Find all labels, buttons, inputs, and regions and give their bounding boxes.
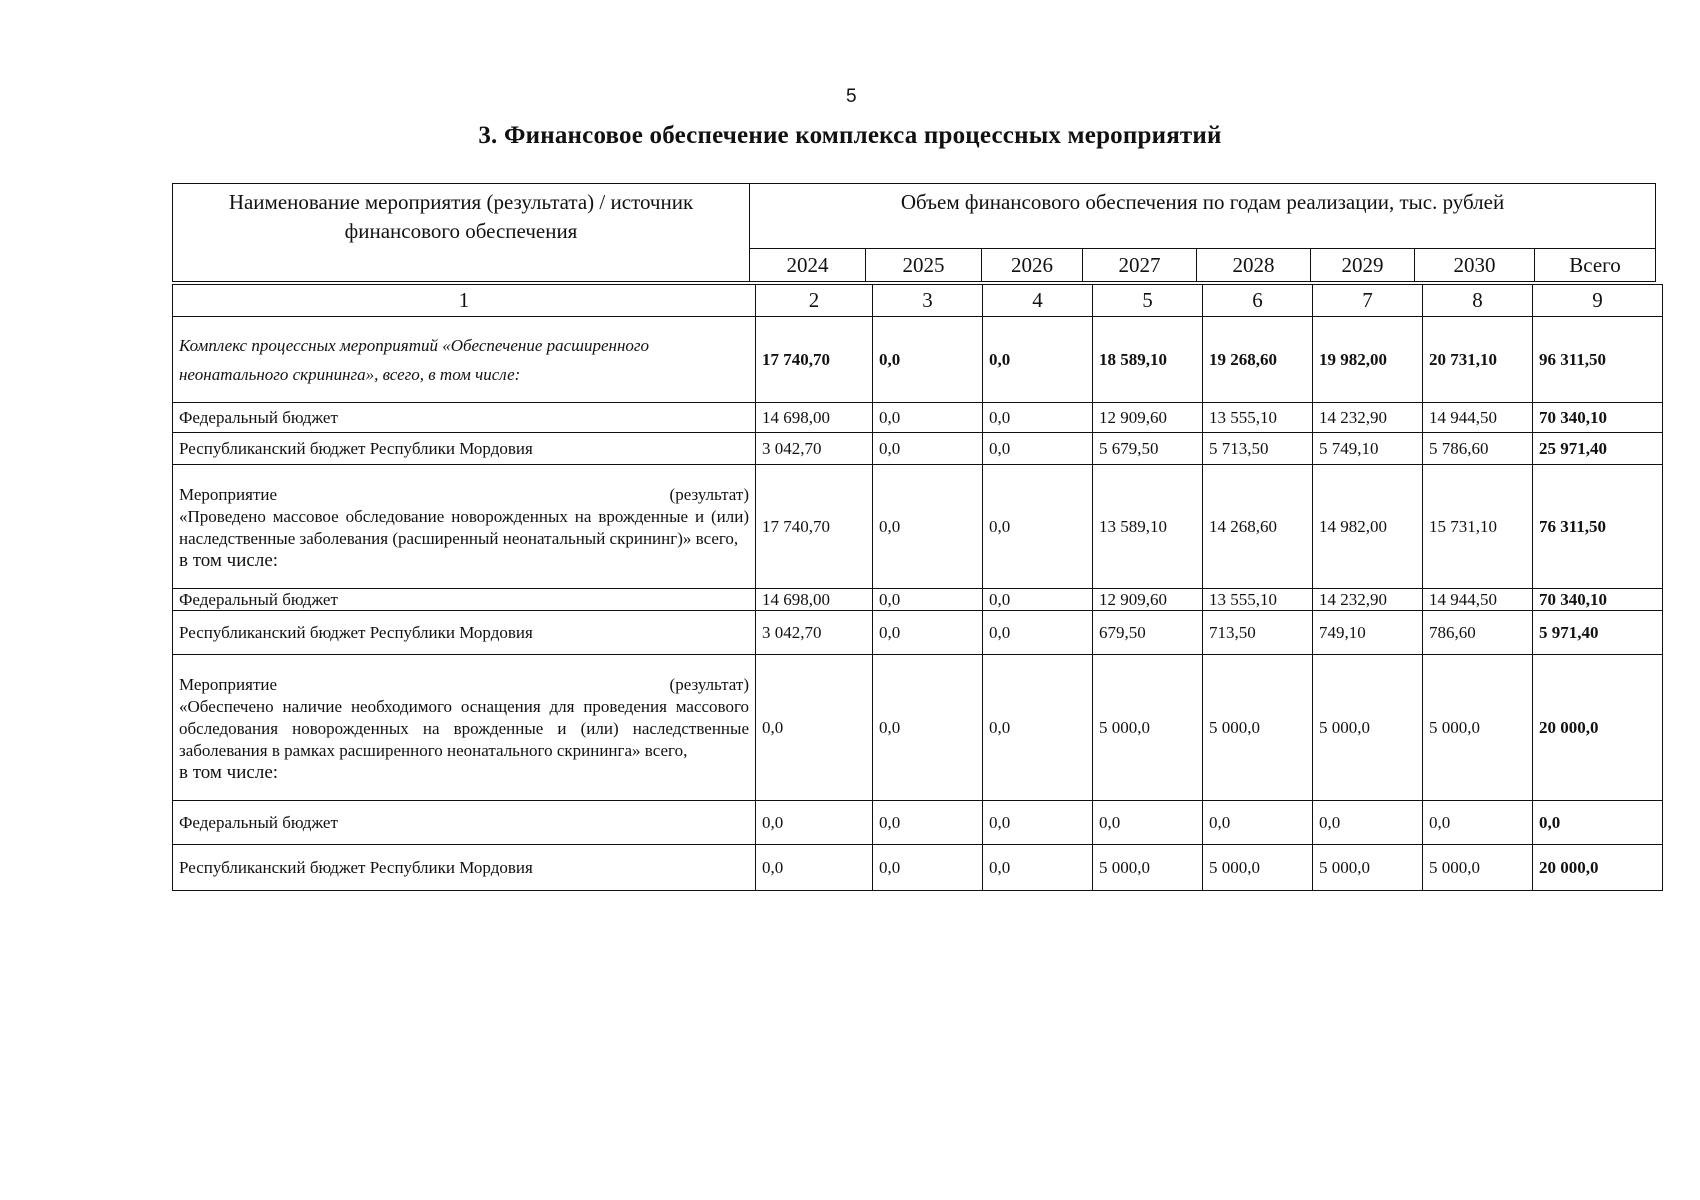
- value-cell: 0,0: [983, 317, 1093, 403]
- year-header: 2027: [1083, 249, 1197, 282]
- value-cell: 0,0: [873, 403, 983, 433]
- total-cell: 20 000,0: [1533, 845, 1663, 891]
- value-cell: 0,0: [1313, 801, 1423, 845]
- value-cell: 5 000,0: [1203, 655, 1313, 801]
- value-cell: 3 042,70: [756, 433, 873, 465]
- value-cell: 0,0: [1093, 801, 1203, 845]
- source-name: Федеральный бюджет: [173, 589, 756, 611]
- year-header: 2024: [750, 249, 866, 282]
- total-header: Всего: [1535, 249, 1656, 282]
- measure-result-label: (результат): [669, 484, 749, 504]
- value-cell: 679,50: [1093, 611, 1203, 655]
- value-cell: 5 713,50: [1203, 433, 1313, 465]
- source-row: [173, 403, 1663, 433]
- value-cell: 5 679,50: [1093, 433, 1203, 465]
- measure-description: «Проведено массовое обследование новорожденных на врожденные и (или) наследственные заболевания (расширенный неонатальный скрининг)» всего,: [179, 506, 749, 548]
- value-cell: 18 589,10: [1093, 317, 1203, 403]
- value-cell: 0,0: [873, 589, 983, 611]
- value-cell: 14 232,90: [1313, 589, 1423, 611]
- value-cell: 5 000,0: [1093, 655, 1203, 801]
- value-cell: 17 740,70: [756, 465, 873, 589]
- year-header: 2029: [1311, 249, 1415, 282]
- value-cell: 13 555,10: [1203, 403, 1313, 433]
- total-cell: 70 340,10: [1533, 403, 1663, 433]
- total-cell: 76 311,50: [1533, 465, 1663, 589]
- financing-table-header: [172, 183, 1656, 282]
- value-cell: 0,0: [983, 589, 1093, 611]
- value-cell: 12 909,60: [1093, 589, 1203, 611]
- year-header: 2025: [866, 249, 982, 282]
- measure-including: в том числе:: [179, 549, 279, 571]
- value-cell: 0,0: [873, 801, 983, 845]
- value-cell: 14 698,00: [756, 403, 873, 433]
- volume-column-header: Объем финансового обеспечения по годам реализации, тыс. рублей: [750, 184, 1656, 249]
- value-cell: 0,0: [983, 403, 1093, 433]
- value-cell: 0,0: [983, 655, 1093, 801]
- value-cell: 14 698,00: [756, 589, 873, 611]
- value-cell: 3 042,70: [756, 611, 873, 655]
- complex-name: Комплекс процессных мероприятий «Обеспечение расширенного неонатального скрининга», всего, в том числе:: [173, 317, 756, 403]
- value-cell: 12 909,60: [1093, 403, 1203, 433]
- value-cell: 786,60: [1423, 611, 1533, 655]
- measure-description: «Обеспечено наличие необходимого оснащения для проведения массового обследования новорожденных на врожденные и (или) наследственные заболевания в рамках расширенного неонатального скрининга» всего,: [179, 696, 749, 760]
- column-number: 8: [1423, 285, 1533, 317]
- column-number: 3: [873, 285, 983, 317]
- value-cell: 0,0: [873, 655, 983, 801]
- value-cell: 0,0: [1203, 801, 1313, 845]
- value-cell: 19 268,60: [1203, 317, 1313, 403]
- column-number: 7: [1313, 285, 1423, 317]
- value-cell: 17 740,70: [756, 317, 873, 403]
- column-number: 6: [1203, 285, 1313, 317]
- value-cell: 0,0: [983, 845, 1093, 891]
- value-cell: 20 731,10: [1423, 317, 1533, 403]
- value-cell: 0,0: [1423, 801, 1533, 845]
- source-name: Республиканский бюджет Республики Мордовия: [173, 611, 756, 655]
- value-cell: 14 232,90: [1313, 403, 1423, 433]
- year-header: 2026: [982, 249, 1083, 282]
- value-cell: 0,0: [873, 845, 983, 891]
- value-cell: 5 000,0: [1093, 845, 1203, 891]
- column-number: 9: [1533, 285, 1663, 317]
- value-cell: 0,0: [756, 845, 873, 891]
- value-cell: 0,0: [983, 611, 1093, 655]
- value-cell: 0,0: [873, 317, 983, 403]
- total-cell: 96 311,50: [1533, 317, 1663, 403]
- value-cell: 14 944,50: [1423, 589, 1533, 611]
- source-row: [173, 845, 1663, 891]
- total-cell: 25 971,40: [1533, 433, 1663, 465]
- source-row: [173, 801, 1663, 845]
- total-cell: 0,0: [1533, 801, 1663, 845]
- value-cell: 5 000,0: [1423, 845, 1533, 891]
- source-name: Федеральный бюджет: [173, 403, 756, 433]
- total-cell: 5 971,40: [1533, 611, 1663, 655]
- value-cell: 13 555,10: [1203, 589, 1313, 611]
- measure-label: Мероприятие: [179, 484, 278, 504]
- column-number: 5: [1093, 285, 1203, 317]
- value-cell: 0,0: [983, 433, 1093, 465]
- complex-total-row: [173, 317, 1663, 403]
- value-cell: 14 982,00: [1313, 465, 1423, 589]
- source-name: Республиканский бюджет Республики Мордовия: [173, 845, 756, 891]
- source-row: [173, 433, 1663, 465]
- value-cell: 5 000,0: [1203, 845, 1313, 891]
- document-title: 3. Финансовое обеспечение комплекса процессных мероприятий: [478, 122, 1222, 149]
- value-cell: 0,0: [873, 465, 983, 589]
- value-cell: 0,0: [983, 801, 1093, 845]
- source-row: [173, 589, 1663, 611]
- measure-including: в том числе:: [179, 761, 279, 783]
- value-cell: 14 944,50: [1423, 403, 1533, 433]
- measure-row: [173, 465, 1663, 589]
- measure-row: [173, 655, 1663, 801]
- value-cell: 0,0: [983, 465, 1093, 589]
- financing-table-body: [172, 284, 1663, 891]
- value-cell: 749,10: [1313, 611, 1423, 655]
- column-number: 2: [756, 285, 873, 317]
- value-cell: 5 749,10: [1313, 433, 1423, 465]
- value-cell: 5 000,0: [1423, 655, 1533, 801]
- page-number: 5: [846, 86, 857, 107]
- measure-heading: [179, 674, 749, 696]
- value-cell: 14 268,60: [1203, 465, 1313, 589]
- total-cell: 20 000,0: [1533, 655, 1663, 801]
- value-cell: 0,0: [873, 611, 983, 655]
- measure-label: Мероприятие: [179, 674, 278, 694]
- measure-heading: [179, 484, 749, 506]
- value-cell: 713,50: [1203, 611, 1313, 655]
- value-cell: 19 982,00: [1313, 317, 1423, 403]
- source-row: [173, 611, 1663, 655]
- value-cell: 13 589,10: [1093, 465, 1203, 589]
- value-cell: 5 000,0: [1313, 655, 1423, 801]
- measure-name: [173, 655, 756, 801]
- value-cell: 5 786,60: [1423, 433, 1533, 465]
- value-cell: 15 731,10: [1423, 465, 1533, 589]
- source-name: Федеральный бюджет: [173, 801, 756, 845]
- measure-name: [173, 465, 756, 589]
- measure-result-label: (результат): [669, 674, 749, 694]
- year-header: 2028: [1197, 249, 1311, 282]
- column-number: 4: [983, 285, 1093, 317]
- value-cell: 5 000,0: [1313, 845, 1423, 891]
- value-cell: 0,0: [873, 433, 983, 465]
- column-number-row: [173, 285, 1663, 317]
- value-cell: 0,0: [756, 655, 873, 801]
- total-cell: 70 340,10: [1533, 589, 1663, 611]
- name-column-header: Наименование мероприятия (результата) / источник финансового обеспечения: [173, 184, 750, 282]
- value-cell: 0,0: [756, 801, 873, 845]
- year-header: 2030: [1415, 249, 1535, 282]
- column-number: 1: [173, 285, 756, 317]
- source-name: Республиканский бюджет Республики Мордовия: [173, 433, 756, 465]
